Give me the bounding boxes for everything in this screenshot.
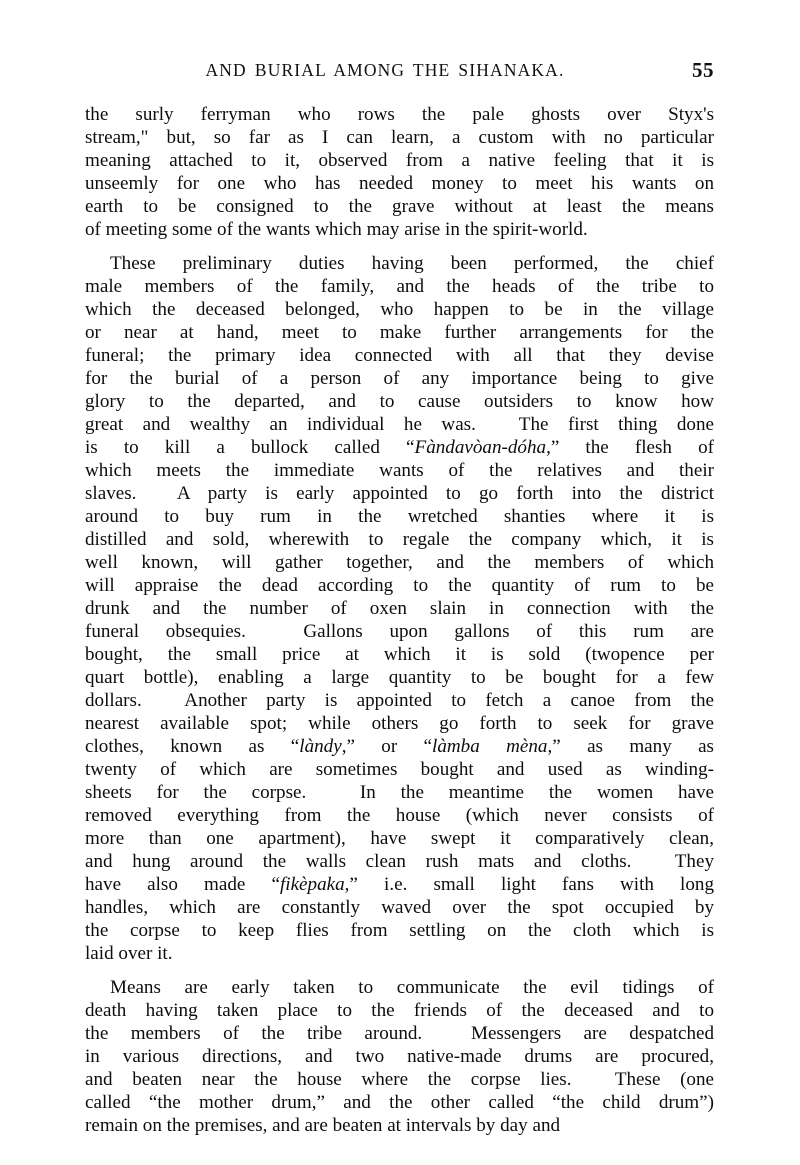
text-line: earth to be consigned to the grave without at least the means: [85, 196, 714, 217]
text-line: quart bottle), enabling a large quantity to be bought for a few: [85, 667, 714, 688]
text-line: removed everything from the house (which never consists of: [85, 805, 714, 826]
text-line: twenty of which are sometimes bought and used as winding-: [85, 759, 714, 780]
text-line: the surly ferryman who rows the pale ghosts over Styx's: [85, 104, 714, 125]
running-head-title: AND BURIAL AMONG THE SIHANAKA.: [205, 60, 565, 80]
text-line: slaves. A party is early appointed to go forth into the district: [85, 483, 715, 504]
text-line: and hung around the walls clean rush mats and cloths. They: [85, 851, 714, 872]
text-line: funeral obsequies. Gallons upon gallons of this rum are: [85, 621, 714, 642]
text-line: and beaten near the house where the corpse lies. These (one: [85, 1069, 715, 1090]
text-line: the members of the tribe around. Messengers are despatched: [85, 1023, 715, 1044]
text-line: distilled and sold, wherewith to regale the company which, it is: [85, 529, 714, 550]
text-line: great and wealthy an individual he was. The first thing done: [85, 414, 714, 435]
text-line: funeral; the primary idea connected with all that they devise: [85, 345, 714, 366]
text-line: These preliminary duties having been performed, the chief: [110, 253, 714, 274]
text-line: glory to the departed, and to cause outsiders to know how: [85, 391, 714, 412]
text-line: Means are early taken to communicate the evil tidings of: [110, 977, 714, 998]
text-line: more than one apartment), have swept it comparatively clean,: [85, 828, 714, 849]
text-line: well known, will gather together, and the members of which: [85, 552, 714, 573]
text-line: around to buy rum in the wretched shanties where it is: [85, 506, 714, 527]
text-line: in various directions, and two native-made drums are procured,: [85, 1046, 714, 1067]
text-line: clothes, known as “làndy,” or “làmba mèna,” as many as: [85, 736, 714, 757]
text-line: which meets the immediate wants of the relatives and their: [85, 460, 714, 481]
text-line: or near at hand, meet to make further arrangements for the: [85, 322, 714, 343]
page-number: 55: [692, 58, 714, 82]
text-line: drunk and the number of oxen slain in connection with the: [85, 598, 714, 619]
body-text-block: [85, 103, 714, 1137]
text-line: male members of the family, and the heads of the tribe to: [85, 276, 714, 297]
text-line: death having taken place to the friends of the deceased and to: [85, 1000, 714, 1021]
text-line: of meeting some of the wants which may arise in the spirit-world.: [85, 219, 588, 240]
paragraph: [85, 103, 714, 241]
text-line: dollars. Another party is appointed to fetch a canoe from the: [85, 690, 714, 711]
text-line: the corpse to keep flies from settling on the cloth which is: [85, 920, 714, 941]
text-line: called “the mother drum,” and the other called “the child drum”): [85, 1092, 714, 1113]
text-line: remain on the premises, and are beaten at intervals by day and: [85, 1115, 561, 1136]
text-line: stream," but, so far as I can learn, a custom with no particular: [85, 127, 714, 148]
text-line: is to kill a bullock called “Fàndavòan-dóha,” the flesh of: [85, 437, 714, 458]
text-line: laid over it.: [85, 943, 173, 964]
text-line: unseemly for one who has needed money to meet his wants on: [85, 173, 714, 194]
text-line: bought, the small price at which it is sold (twopence per: [85, 644, 714, 665]
text-line: sheets for the corpse. In the meantime the women have: [85, 782, 715, 803]
text-line: will appraise the dead according to the quantity of rum to be: [85, 575, 714, 596]
paragraph: [85, 976, 714, 1137]
paragraph: [85, 252, 714, 965]
text-line: nearest available spot; while others go forth to seek for grave: [85, 713, 714, 734]
text-line: meaning attached to it, observed from a native feeling that it is: [85, 150, 714, 171]
text-line: handles, which are constantly waved over the spot occupied by: [85, 897, 714, 918]
text-line: which the deceased belonged, who happen to be in the village: [85, 299, 714, 320]
text-line: for the burial of a person of any importance being to give: [85, 368, 714, 389]
running-head: [85, 60, 714, 86]
text-line: have also made “fikèpaka,” i.e. small light fans with long: [85, 874, 714, 895]
